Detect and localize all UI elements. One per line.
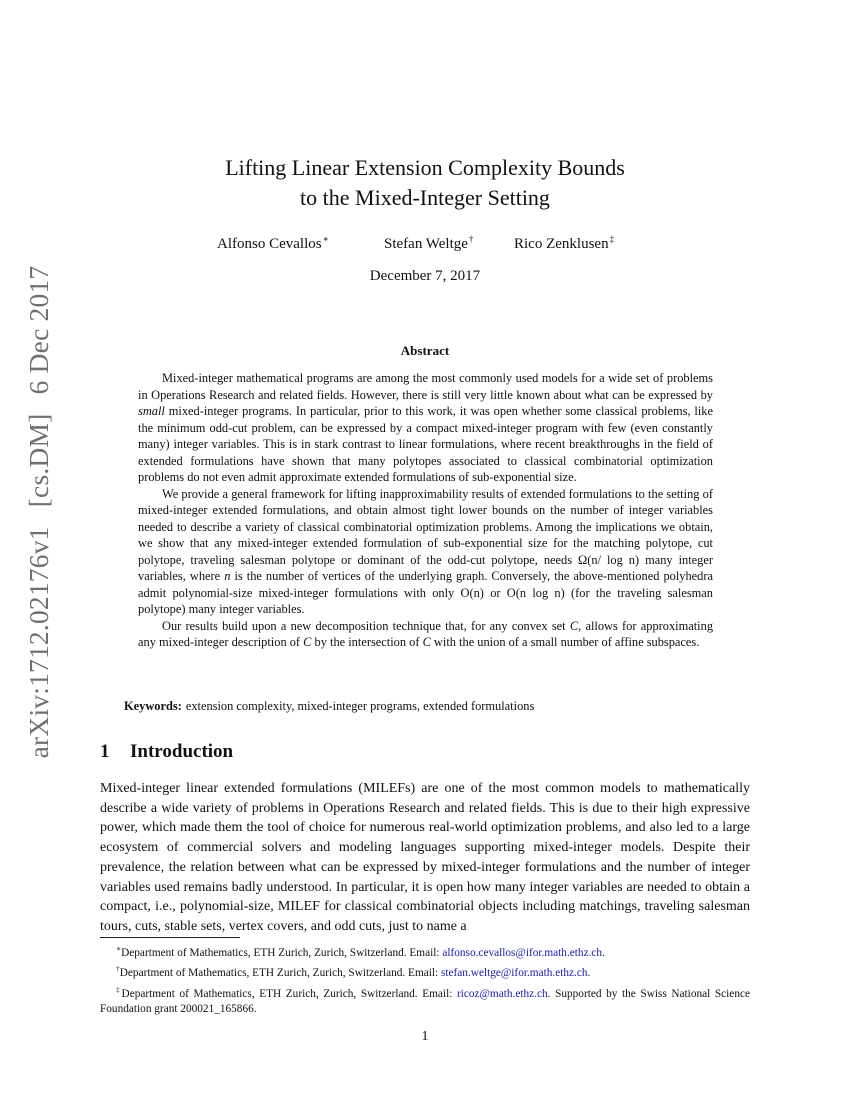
paper-title	[100, 153, 750, 213]
section-title: Introduction	[130, 741, 234, 762]
abstract-paragraph-1: Mixed-integer mathematical programs are among the most commonly used models for a wide set of problems in Operations Research and related fields. However, there is still very little known about what can be expressed by small mixed-integer programs. In particular, prior to this work, it was open whether some classical problems, like the minimum odd-cut problem, can be expressed by a compact mixed-integer program with few (even constantly many) integer variables. This is in stark contrast to linear formulations, where recent breakthroughs in the field of extended formulations have shown that many polytopes associated to classical combinatorial optimization problems do not even admit approximate extended formulations of sub-exponential size.	[138, 371, 713, 484]
footnote-1: ∗Department of Mathematics, ETH Zurich, Zurich, Switzerland. Email: alfonso.cevallos@ifor.math.ethz.ch.	[116, 944, 605, 959]
math: C	[422, 635, 431, 649]
math: C	[303, 635, 312, 649]
footnotes	[100, 941, 750, 1017]
abstract-paragraph-2: We provide a general framework for lifting inapproximability results of extended formulations to the setting of mixed-integer extended formulations, and obtain almost tight lower bounds on the number of integer variables needed to describe a variety of classical combinatorial optimization problems. Among the implications we obtain, we show that any mixed-integer extended formulation of sub-exponential size for the matching polytope, cut polytope, traveling salesman polytope or dominant of the odd-cut polytope, needs Ω(n/ log n) many integer variables, where n is the number of vertices of the underlying graph. Conversely, the above-mentioned polyhedra admit polynomial-size mixed-integer formulations with only O(n) or O(n log n) (for the traveling salesman polytope) many integer variables.	[138, 486, 713, 616]
email-link[interactable]: stefan.weltge@ifor.math.ethz.ch	[440, 967, 588, 980]
footnote-rule	[100, 937, 240, 938]
math: C	[569, 618, 579, 633]
author-1-name: Alfonso Cevallos	[217, 236, 322, 252]
footnote-2: †Department of Mathematics, ETH Zurich, Zurich, Switzerland. Email: stefan.weltge@ifor.math.ethz.ch.	[116, 964, 591, 980]
math: O(n)	[460, 585, 484, 600]
math: Ω(n/ log n)	[578, 552, 640, 567]
section-heading	[100, 741, 233, 763]
section-number: 1	[100, 741, 110, 762]
abstract-paragraph-3: Our results build upon a new decomposition technique that, for any convex set C, allows for approximating any mixed-integer description of C by the intersection of C with the union of a small number of affine subspaces.	[138, 618, 714, 649]
arxiv-category: [cs.DM]	[23, 413, 54, 508]
email-link[interactable]: alfonso.cevallos@ifor.math.ethz.ch	[442, 946, 603, 959]
author-1	[217, 234, 329, 253]
author-2-mark: †	[468, 234, 474, 244]
author-2	[384, 234, 473, 253]
author-3-name: Rico Zenklusen	[514, 236, 609, 252]
author-3	[514, 234, 614, 253]
math: O(n log n)	[506, 585, 565, 600]
paper-date: December 7, 2017	[369, 268, 481, 284]
intro-paragraph: Mixed-integer linear extended formulations (MILEFs) are one of the most common models to mathematically describe a wide variety of problems in Operations Research and related fields. This is due to their high expressive power, which made them the tool of choice for numerous real-world optimization problems, and also led to a large ecosystem of commercial solvers and modeling languages supporting mixed-integer models. Despite their prevalence, the relation between what can be expressed by mixed-integer formulations and the number of integer variables used remains badly understood. In particular, it is open how many integer variables are needed to obtain a compact, i.e., polynomial-size, MILEF for classical combinatorial objects including matchings, traveling salesman tours, cuts, stable sets, vertex covers, and odd cuts, just to name a	[100, 781, 750, 934]
math: n	[224, 569, 231, 583]
email-link[interactable]: ricoz@math.ethz.ch	[456, 987, 548, 1000]
title-line-1: Lifting Linear Extension Complexity Bounds	[225, 155, 625, 180]
keywords	[124, 699, 534, 714]
author-3-mark: ‡	[609, 234, 615, 244]
keywords-label: Keywords:	[124, 699, 182, 713]
arxiv-date: 6 Dec 2017	[23, 265, 54, 395]
page-number: 1	[421, 1029, 429, 1044]
author-2-name: Stefan Weltge	[384, 236, 468, 252]
arxiv-id: arXiv:1712.02176v1	[23, 526, 54, 759]
abstract-heading: Abstract	[400, 343, 450, 358]
title-line-2: to the Mixed-Integer Setting	[300, 185, 550, 210]
author-list	[0, 234, 850, 258]
arxiv-stamp	[23, 260, 55, 765]
author-1-mark: ∗	[322, 234, 329, 244]
footnote-3: ‡Department of Mathematics, ETH Zurich, Zurich, Switzerland. Email: ricoz@math.ethz.ch. Supported by the Swiss National Science Foundation grant 200021_165866.	[100, 984, 750, 1015]
abstract	[138, 370, 713, 651]
keywords-text: extension complexity, mixed-integer programs, extended formulations	[185, 699, 535, 713]
